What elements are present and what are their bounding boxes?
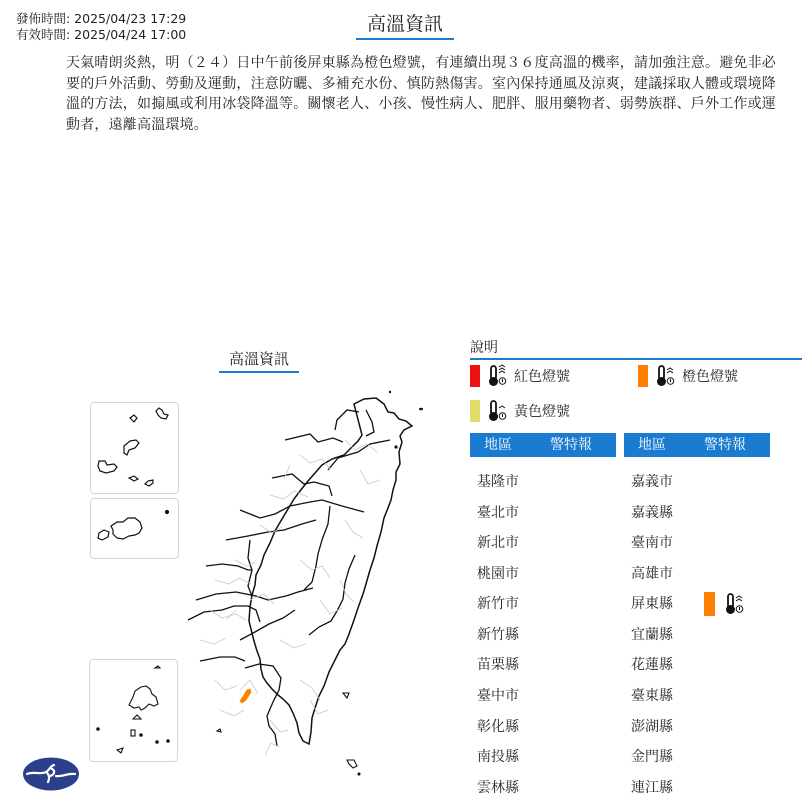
table-row-region: 彰化縣 bbox=[477, 719, 519, 735]
table-row-region: 嘉義縣 bbox=[631, 505, 673, 521]
table-header-left bbox=[470, 433, 616, 457]
table-row-region: 苗栗縣 bbox=[477, 657, 519, 673]
thermometer-warning-icon bbox=[486, 364, 508, 388]
table-row-region: 嘉義市 bbox=[631, 474, 673, 490]
yellow-swatch bbox=[470, 400, 480, 422]
map-title: 高溫資訊 bbox=[219, 349, 299, 373]
valid-time: 有效時間: 2025/04/24 17:00 bbox=[16, 27, 187, 42]
thermometer-warning-icon bbox=[486, 399, 508, 423]
col-region: 地區 bbox=[484, 437, 512, 453]
page-title: 高溫資訊 bbox=[356, 11, 454, 40]
table-row-region: 新竹縣 bbox=[477, 627, 519, 643]
table-row-region: 花蓮縣 bbox=[631, 657, 673, 673]
table-row-region: 高雄市 bbox=[631, 566, 673, 582]
table-row-region: 南投縣 bbox=[477, 749, 519, 765]
table-row-region: 雲林縣 bbox=[477, 780, 519, 796]
red-swatch bbox=[470, 365, 480, 387]
table-row-region: 金門縣 bbox=[631, 749, 673, 765]
orange-swatch bbox=[704, 592, 715, 616]
table-row-region: 新竹市 bbox=[477, 596, 519, 612]
legend-item-orange bbox=[638, 364, 738, 388]
table-row-region: 新北市 bbox=[477, 535, 519, 551]
matsu-islands bbox=[98, 408, 168, 486]
orange-swatch bbox=[638, 365, 648, 387]
table-row-region: 連江縣 bbox=[631, 780, 673, 796]
highlighted-area-pingtung bbox=[240, 689, 251, 703]
legend-label-orange: 橙色燈號 bbox=[682, 369, 738, 385]
warning-indicator-pingtung bbox=[704, 592, 751, 616]
legend-label-yellow: 黃色燈號 bbox=[514, 404, 570, 420]
legend-item-red bbox=[470, 364, 570, 388]
table-row-region: 屏東縣 bbox=[631, 596, 673, 612]
cwa-logo bbox=[22, 757, 80, 791]
taiwan-outline bbox=[249, 398, 412, 744]
table-row-region: 臺中市 bbox=[477, 688, 519, 704]
thermometer-warning-icon bbox=[723, 592, 745, 616]
table-header-right bbox=[624, 433, 770, 457]
kinmen-islands bbox=[98, 511, 169, 541]
legend-label-red: 紅色燈號 bbox=[514, 369, 570, 385]
thermometer-warning-icon bbox=[654, 364, 676, 388]
legend-item-yellow bbox=[470, 399, 570, 423]
table-row-region: 臺北市 bbox=[477, 505, 519, 521]
advisory-text: 天氣晴朗炎熱，明（２４）日中午前後屏東縣為橙色燈號，有連續出現３６度高溫的機率，請加強注意。避免非必要的戶外活動、勞動及運動，注意防曬、多補充水份、慎防熱傷害。室內保持通風及涼爽，建議採取人體或環境降溫的方法，如搧風或利用冰袋降溫等。關懷老人、小孩、慢性病人、肥胖、服用藥物者、弱勢族群、戶外工作或運動者，遠離高溫環境。 bbox=[66, 55, 776, 133]
table-row-region: 基隆市 bbox=[477, 474, 519, 490]
table-row-region: 宜蘭縣 bbox=[631, 627, 673, 643]
table-row-region: 臺東縣 bbox=[631, 688, 673, 704]
legend-title: 說明 bbox=[470, 339, 802, 360]
table-row-region: 澎湖縣 bbox=[631, 719, 673, 735]
penghu-islands bbox=[97, 666, 169, 753]
issued-time: 發佈時間: 2025/04/23 17:29 bbox=[16, 11, 187, 26]
table-row-region: 桃園市 bbox=[477, 566, 519, 582]
col-region: 地區 bbox=[638, 437, 666, 453]
col-warning: 警特報 bbox=[550, 437, 592, 453]
table-row-region: 臺南市 bbox=[631, 535, 673, 551]
col-warning: 警特報 bbox=[704, 437, 746, 453]
